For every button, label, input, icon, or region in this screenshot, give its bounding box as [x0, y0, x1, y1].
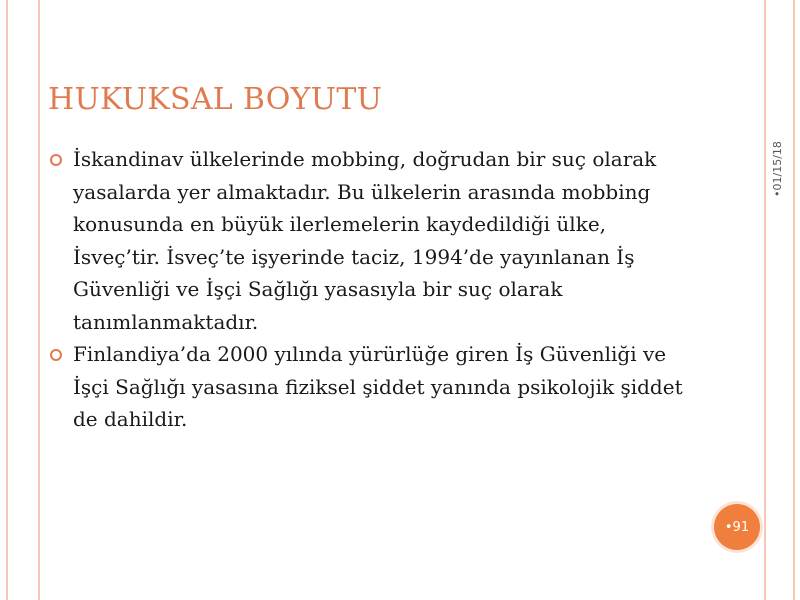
bullet-item: [48, 143, 688, 338]
page-number-badge: [714, 504, 760, 550]
slide-title: HUKUKSAL BOYUTU: [48, 82, 383, 117]
slide-date: •01/15/18: [771, 141, 784, 197]
frame-line-left-outer: [6, 0, 8, 600]
frame-line-right-inner: [764, 0, 766, 600]
bullet-text: Finlandiya’da 2000 yılında yürürlüğe giren İş Güvenliği ve İşçi Sağlığı yasasına fiziksel şiddet yanında psikolojik şiddet de dahildir.: [73, 342, 683, 431]
frame-line-left-inner: [38, 0, 40, 600]
bullet-ring-icon: [50, 154, 62, 166]
bullet-ring-icon: [50, 349, 62, 361]
bullet-item: [48, 338, 688, 436]
bullet-text: İskandinav ülkelerinde mobbing, doğrudan bir suç olarak yasalarda yer almaktadır. Bu ülkelerin arasında mobbing konusunda en büyük ilerlemelerin kaydedildiği ülke, İsveç’tir. İsveç’te işyerinde taciz, 1994’de yayınlanan İş Güvenliği ve İşçi Sağlığı yasasıyla bir suç olarak tanımlanmaktadır.: [73, 147, 657, 334]
page-number: •91: [724, 519, 750, 535]
frame-line-right-outer: [793, 0, 795, 600]
bullet-list: [48, 143, 688, 436]
